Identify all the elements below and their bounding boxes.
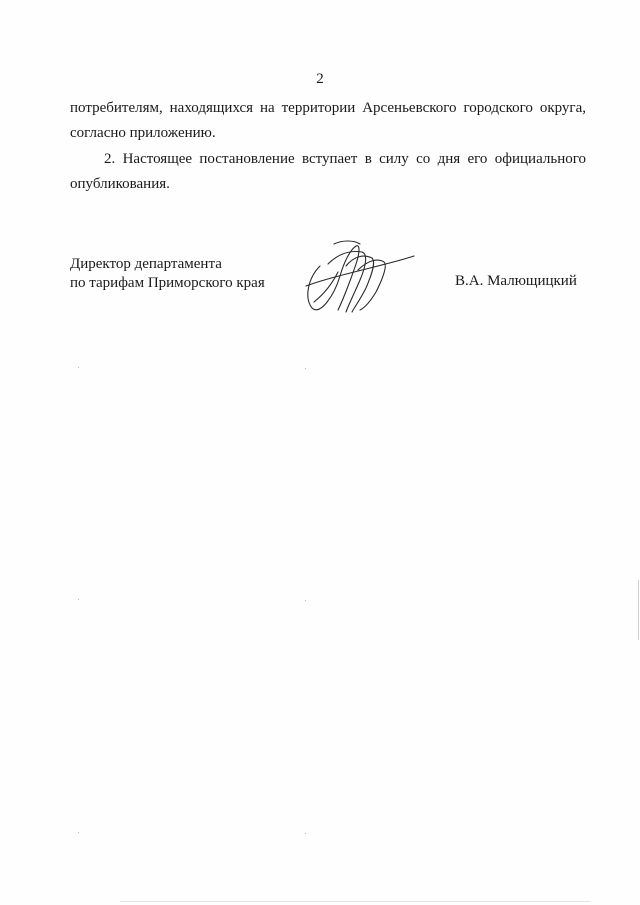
page-number: 2	[316, 71, 324, 87]
scan-edge-mark	[638, 580, 639, 640]
paragraph-2-line-1: 2. Настоящее постановление вступает в силу со дня его официального	[104, 151, 586, 167]
scan-bottom-edge	[120, 901, 590, 902]
paragraph-2-line-2: опубликования.	[70, 176, 170, 192]
scan-artifact	[78, 599, 79, 600]
signatory-position-line-1: Директор департамента	[70, 256, 222, 272]
scan-artifact	[305, 600, 306, 601]
handwritten-signature	[298, 236, 418, 316]
signatory-name: В.А. Малющицкий	[455, 273, 577, 289]
paragraph-1-line-2: согласно приложению.	[70, 125, 216, 141]
scan-artifact	[78, 832, 79, 833]
scan-artifact	[305, 833, 306, 834]
scan-artifact	[305, 368, 306, 369]
signatory-position-line-2: по тарифам Приморского края	[70, 275, 265, 291]
scan-artifact	[78, 367, 79, 368]
paragraph-1-line-1: потребителям, находящихся на территории Арсеньевского городского округа,	[70, 100, 586, 116]
signatory-position	[70, 255, 265, 293]
